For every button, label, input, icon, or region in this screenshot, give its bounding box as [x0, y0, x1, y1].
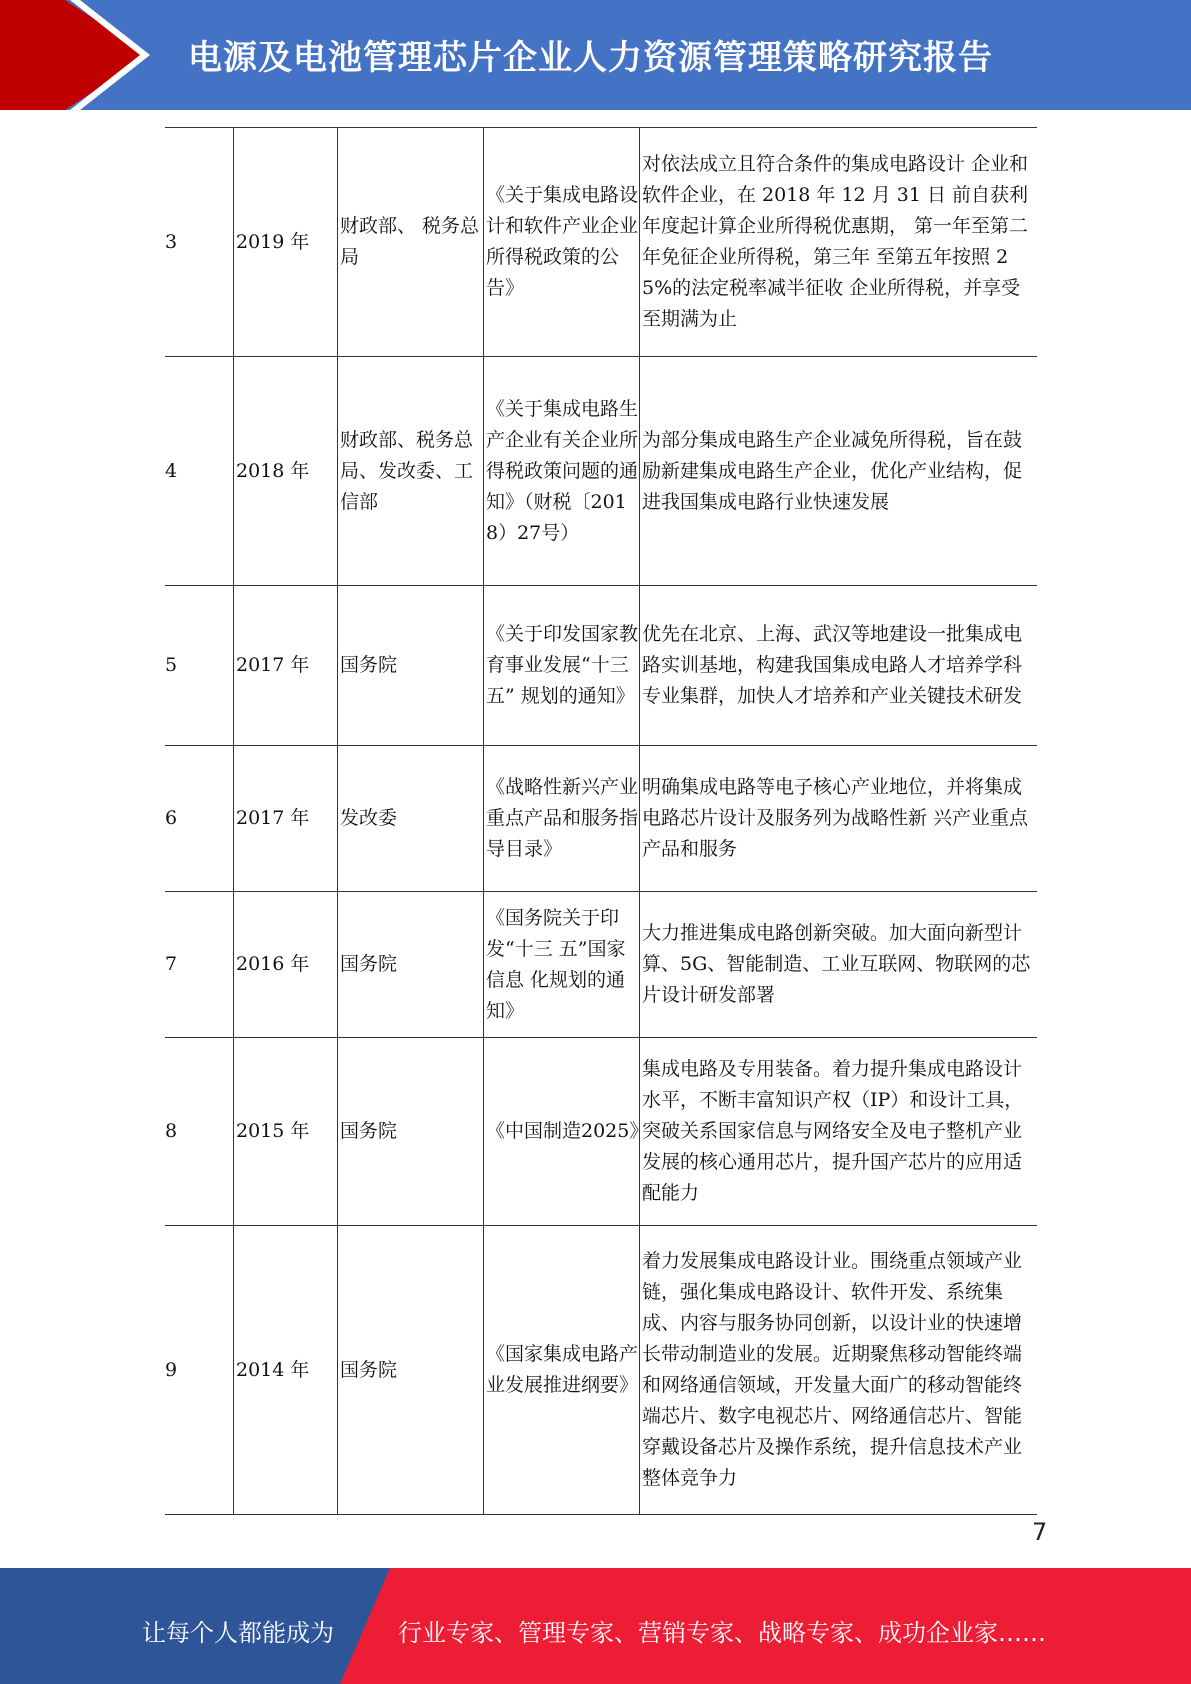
row-document: 《国家集成电路产业发展推进纲要》: [484, 1226, 640, 1515]
row-department: 国务院: [338, 892, 484, 1038]
table-row: [165, 128, 1037, 357]
row-document: 《国务院关于印发“十三 五”国家信息 化规划的通 知》: [484, 892, 640, 1038]
row-content: 集成电路及专用装备。着力提升集成电路设计水平，不断丰富知识产权（IP）和设计工具，突破关系国家信息与网络安全及电子整机产业发展的核心通用芯片，提升国产芯片的应用适配能力: [640, 1038, 1038, 1226]
row-number: 4: [165, 357, 234, 586]
row-number: 6: [165, 746, 234, 892]
row-year: 2014 年: [234, 1226, 338, 1515]
table-row: [165, 1038, 1037, 1226]
row-document: 《战略性新兴产业重点产品和服务指导目录》: [484, 746, 640, 892]
row-department: 国务院: [338, 1038, 484, 1226]
row-number: 5: [165, 586, 234, 746]
row-department: 发改委: [338, 746, 484, 892]
row-department: 国务院: [338, 586, 484, 746]
row-content: 对依法成立且符合条件的集成电路设计 企业和软件企业，在 2018 年 12 月 31 日 前自获利年度起计算企业所得税优惠期， 第一年至第二年免征企业所得税，第三年 至第五年按照 25%的法定税率减半征收 企业所得税，并享受至期满为止: [640, 128, 1038, 357]
row-content: 明确集成电路等电子核心产业地位，并将集成电路芯片设计及服务列为战略性新 兴产业重点产品和服务: [640, 746, 1038, 892]
row-year: 2015 年: [234, 1038, 338, 1226]
row-document: 《中国制造2025》: [484, 1038, 640, 1226]
report-title: 电源及电池管理芯片企业人力资源管理策略研究报告: [188, 38, 993, 78]
footer-slogan-right: 行业专家、管理专家、营销专家、战略专家、成功企业家……: [398, 1619, 1046, 1647]
row-number: 3: [165, 128, 234, 357]
footer-banner: [0, 1568, 1191, 1684]
header-red-chevron: [0, 0, 150, 110]
header-banner: [0, 0, 1191, 110]
row-year: 2018 年: [234, 357, 338, 586]
page-number: 7: [1032, 1518, 1048, 1546]
table-row: [165, 586, 1037, 746]
row-year: 2017 年: [234, 746, 338, 892]
table-row: [165, 1226, 1037, 1515]
row-department: 财政部、 税务总局: [338, 128, 484, 357]
policy-table: [165, 127, 1037, 1515]
row-document: 《关于集成电路生产企业有关企业所得税政策问题的通知》（财税〔2018）27号）: [484, 357, 640, 586]
row-number: 7: [165, 892, 234, 1038]
row-department: 国务院: [338, 1226, 484, 1515]
row-department: 财政部、税务总局、发改委、工信部: [338, 357, 484, 586]
row-document: 《关于印发国家教育事业发展“十三五” 规划的通知》: [484, 586, 640, 746]
row-content: 着力发展集成电路设计业。围绕重点领域产业链，强化集成电路设计、软件开发、系统集成、内容与服务协同创新，以设计业的快速增长带动制造业的发展。近期聚焦移动智能终端和网络通信领域，开发量大面广的移动智能终端芯片、数字电视芯片、网络通信芯片、智能穿戴设备芯片及操作系统，提升信息技术产业整体竞争力: [640, 1226, 1038, 1515]
row-content: 大力推进集成电路创新突破。加大面向新型计算、5G、智能制造、工业互联网、物联网的芯片设计研发部署: [640, 892, 1038, 1038]
row-content: 为部分集成电路生产企业减免所得税，旨在鼓励新建集成电路生产企业，优化产业结构，促进我国集成电路行业快速发展: [640, 357, 1038, 586]
row-document: 《关于集成电路设计和软件产业企业所得税政策的公告》: [484, 128, 640, 357]
row-year: 2016 年: [234, 892, 338, 1038]
row-year: 2017 年: [234, 586, 338, 746]
row-year: 2019 年: [234, 128, 338, 357]
row-number: 9: [165, 1226, 234, 1515]
row-number: 8: [165, 1038, 234, 1226]
footer-slogan-left: 让每个人都能成为: [142, 1619, 334, 1647]
table-row: [165, 357, 1037, 586]
table-row: [165, 892, 1037, 1038]
table-row: [165, 746, 1037, 892]
row-content: 优先在北京、上海、武汉等地建设一批集成电路实训基地，构建我国集成电路人才培养学科专业集群，加快人才培养和产业关键技术研发: [640, 586, 1038, 746]
